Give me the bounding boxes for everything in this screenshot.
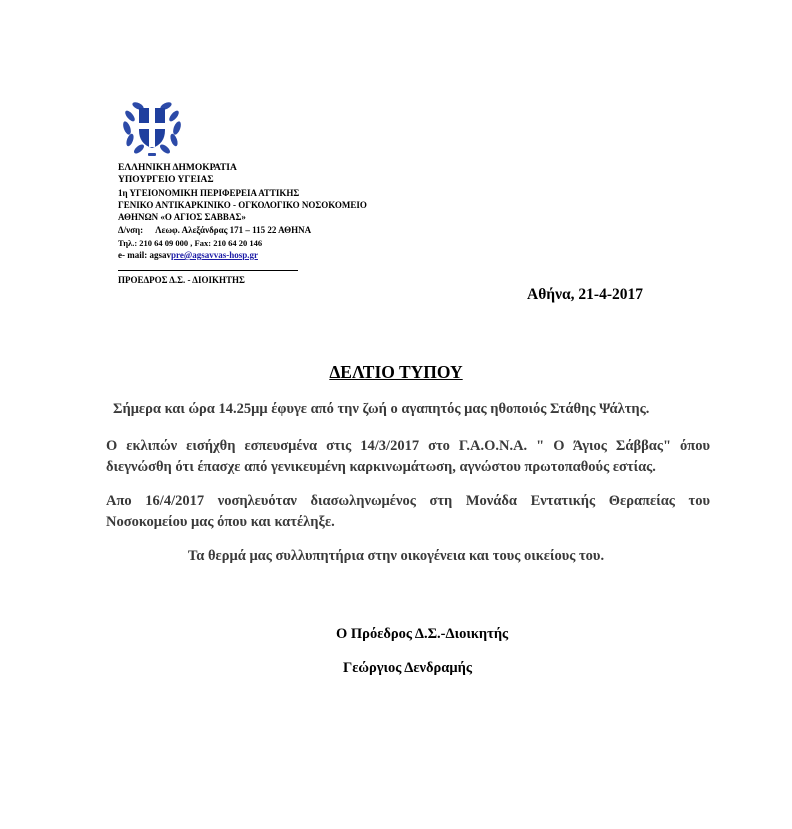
paragraph-icu-line2: Νοσοκομείου μας όπου και κατέληξε. [106, 514, 335, 530]
paragraph-icu-line1: Απο 16/4/2017 νοσηλευόταν διασωληνωμένος στη Μονάδα Εντατικής Θεραπείας του [106, 493, 710, 509]
letterhead-line-region: 1η ΥΓΕΙΟΝΟΜΙΚΗ ΠΕΡΙΦΕΡΕΙΑ ΑΤΤΙΚΗΣ [118, 188, 300, 198]
paragraph-condolences: Τα θερμά μας συλλυπητήρια στην οικογένεια και τους οικείους του. [187, 548, 605, 564]
email-link[interactable]: pre@agsavvas-hosp.gr [171, 250, 258, 260]
letterhead-email [118, 249, 258, 262]
letterhead-phone: Τηλ.: 210 64 09 000 , Fax: 210 64 20 146 [118, 238, 263, 248]
signature-title: Ο Πρόεδρος Δ.Σ.-Διοικητής [336, 626, 509, 642]
address-value: Λεωφ. Αλεξάνδρας 171 – 115 22 ΑΘΗΝΑ [155, 225, 312, 235]
paragraph-admission-line2: διεγνώσθη ότι έπασχε από γενικευμένη καρκινωμάτωση, αγνώστου πρωτοπαθούς εστίας. [106, 459, 656, 475]
letterhead-address [118, 224, 311, 237]
document-date: Αθήνα, 21-4-2017 [527, 286, 643, 303]
paragraph-announcement: Σήμερα και ώρα 14.25μμ έφυγε από την ζωή ο αγαπητός μας ηθοποιός Στάθης Ψάλτης. [113, 401, 650, 417]
letterhead-line-hospital: ΓΕΝΙΚΟ ΑΝΤΙΚΑΡΚΙΝΙΚΟ - ΟΓΚΟΛΟΓΙΚΟ ΝΟΣΟΚΟΜΕΙΟ [118, 200, 367, 210]
letterhead-office: ΠΡΟΕΔΡΟΣ Δ.Σ. - ΔΙΟΙΚΗΤΗΣ [118, 275, 245, 285]
address-label: Δ/νση: [118, 225, 144, 235]
paragraph-admission-line1: Ο εκλιπών εισήχθη εσπευσμένα στις 14/3/2017 στο Γ.Α.Ο.Ν.Α. " Ο Άγιος Σάββας" όπου [106, 438, 710, 454]
signature-name: Γεώργιος Δενδραμής [343, 660, 472, 676]
greek-state-emblem-icon [118, 94, 186, 158]
document-heading: ΔΕΛΤΙΟ ΤΥΠΟΥ [329, 362, 463, 382]
email-label: e- mail: agsav [118, 250, 171, 260]
letterhead-line-republic: ΕΛΛΗΝΙΚΗ ΔΗΜΟΚΡΑΤΙΑ [118, 163, 237, 173]
letterhead-divider [118, 270, 298, 271]
letterhead-line-hospital-name: ΑΘΗΝΩΝ «Ο ΑΓΙΟΣ ΣΑΒΒΑΣ» [118, 212, 246, 222]
letterhead-line-ministry: ΥΠΟΥΡΓΕΙΟ ΥΓΕΙΑΣ [118, 175, 214, 185]
